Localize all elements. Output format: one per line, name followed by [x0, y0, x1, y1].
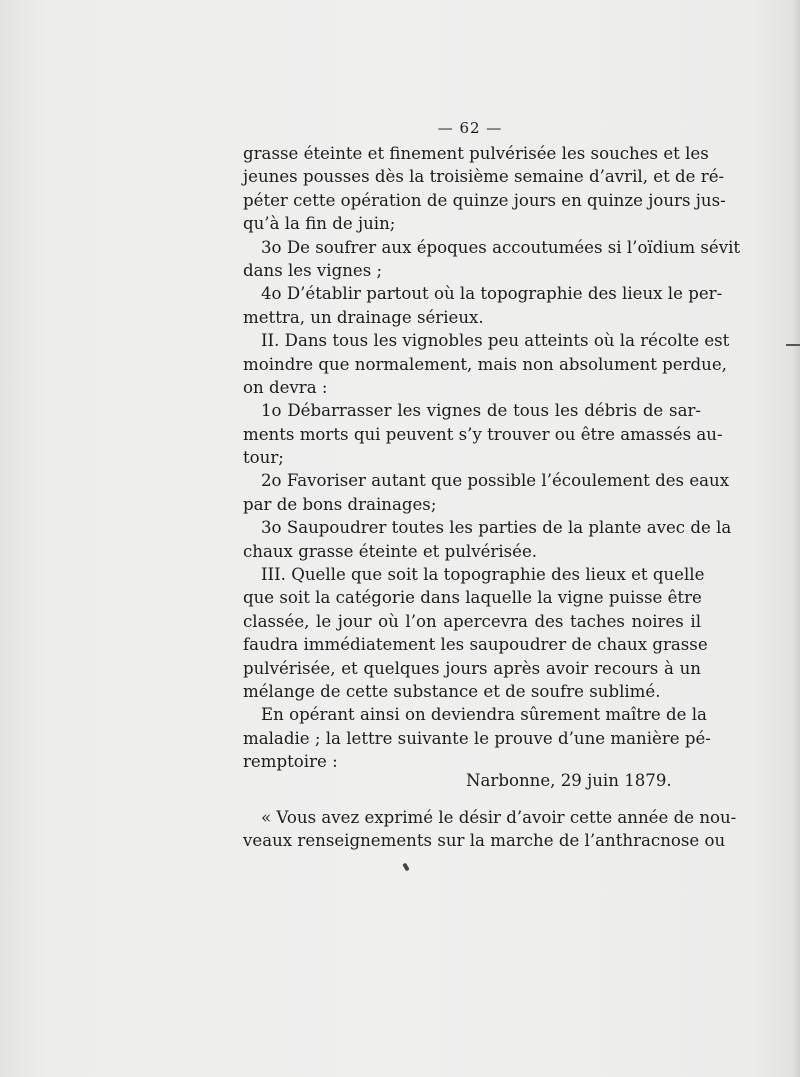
text-line: qu’à la fin de juin; [243, 214, 396, 234]
text-line: chaux grasse éteinte et pulvérisée. [243, 541, 538, 561]
letter-dateline: Narbonne, 29 juin 1879. [466, 771, 672, 790]
text-line: péter cette opération de quinze jours en quinze jours jus- [243, 190, 726, 210]
text-line: jeunes pousses dès la troisième semaine d’avril, et de ré- [243, 167, 725, 187]
text-line: moindre que normalement, mais non absolument perdue, [243, 354, 727, 374]
text-line: mélange de cette substance et de soufre sublimé. [243, 681, 661, 701]
text-line: grasse éteinte et finement pulvérisée les souches et les [243, 144, 709, 163]
text-line: faudra immédiatement les saupoudrer de chaux grasse [243, 635, 708, 655]
text-line: III. Quelle que soit la topographie des lieux et quelle [261, 565, 705, 585]
body-text [243, 142, 741, 774]
page-number: — 62 — [437, 119, 503, 137]
text-line: que soit la catégorie dans laquelle la vigne puisse être [243, 588, 702, 608]
text-line: dans les vignes ; [243, 260, 383, 280]
text-line: pulvérisée, et quelques jours après avoir recours à un [243, 658, 701, 678]
text-line: ments morts qui peuvent s’y trouver ou être amassés au- [243, 424, 723, 444]
text-line: par de bons drainages; [243, 494, 437, 514]
text-line: 3o Saupoudrer toutes les parties de la plante avec de la [261, 518, 732, 538]
quote-line: veaux renseignements sur la marche de l’anthracnose ou [243, 831, 726, 851]
edge-mark [786, 344, 800, 346]
text-line: maladie ; la lettre suivante le prouve d’une manière pé- [243, 728, 711, 748]
letter-quote [243, 806, 737, 853]
page-edge-shadow [792, 0, 800, 1077]
text-line: 3o De soufrer aux époques accoutumées si l’oïdium sévit [261, 237, 741, 257]
text-line: on devra : [243, 377, 328, 397]
ink-speck [402, 863, 409, 872]
text-line: 4o D’établir partout où la topographie des lieux le per- [261, 284, 723, 304]
text-line: classée, le jour où l’on apercevra des taches noires il [243, 611, 701, 631]
text-line: En opérant ainsi on deviendra sûrement maître de la [261, 705, 707, 725]
text-line: 1o Débarrasser les vignes de tous les débris de sar- [261, 401, 701, 421]
text-line: tour; [243, 448, 284, 468]
text-line: II. Dans tous les vignobles peu atteints où la récolte est [261, 331, 730, 351]
text-line: mettra, un drainage sérieux. [243, 307, 484, 327]
text-line: 2o Favoriser autant que possible l’écoulement des eaux [261, 471, 730, 491]
quote-line: « Vous avez exprimé le désir d’avoir cette année de nou- [261, 808, 737, 827]
text-line: remptoire : [243, 752, 338, 772]
